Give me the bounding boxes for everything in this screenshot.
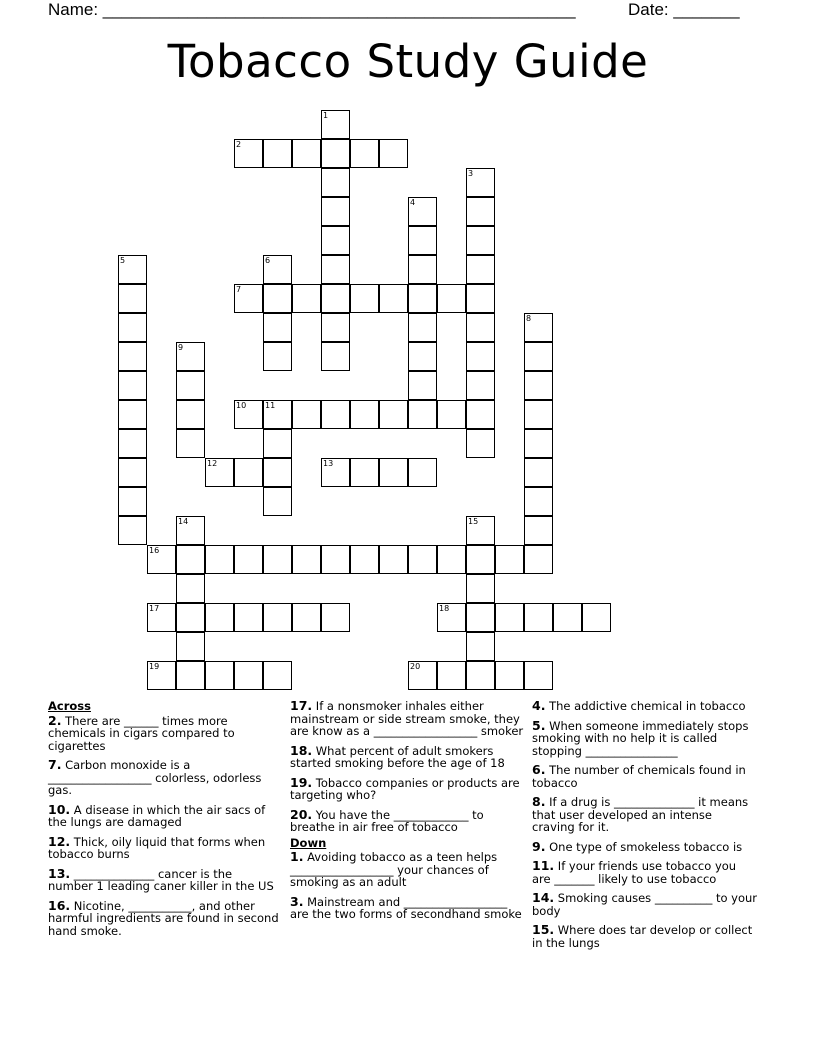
clue-text: Thick, oily liquid that forms when tobacco burns bbox=[48, 834, 266, 861]
grid-cell[interactable] bbox=[524, 458, 553, 487]
grid-cell[interactable] bbox=[466, 516, 495, 545]
grid-cell[interactable] bbox=[466, 226, 495, 255]
grid-cell[interactable] bbox=[379, 458, 408, 487]
grid-cell[interactable] bbox=[147, 661, 176, 690]
grid-cell[interactable] bbox=[176, 371, 205, 400]
grid-cell[interactable] bbox=[466, 168, 495, 197]
clue-text: What percent of adult smokers started smoking before the age of 18 bbox=[290, 743, 505, 770]
grid-cell[interactable] bbox=[379, 139, 408, 168]
grid-cell[interactable] bbox=[437, 603, 466, 632]
grid-cell[interactable] bbox=[524, 371, 553, 400]
clue-number-period: . bbox=[65, 897, 71, 913]
clue-number-period: . bbox=[65, 833, 71, 849]
clue-number-label: 6 bbox=[265, 256, 271, 265]
grid-cell[interactable] bbox=[495, 603, 524, 632]
grid-cell[interactable] bbox=[118, 400, 147, 429]
grid-cell[interactable] bbox=[408, 545, 437, 574]
clue-text: One type of smokeless tobacco is bbox=[545, 839, 743, 854]
clue-number-period: . bbox=[56, 757, 62, 772]
clue-text: Smoking causes __________ to your body bbox=[532, 891, 758, 918]
grid-cell[interactable] bbox=[524, 661, 553, 690]
grid-cell[interactable] bbox=[495, 661, 524, 690]
clue-number-period: . bbox=[298, 849, 304, 864]
clue-number-period: . bbox=[540, 698, 546, 713]
grid-cell[interactable] bbox=[118, 487, 147, 516]
grid-cell[interactable] bbox=[292, 603, 321, 632]
clue-item bbox=[48, 759, 280, 797]
clue-text: Carbon monoxide is a __________________ colorless, odorless gas. bbox=[48, 758, 262, 797]
grid-cell[interactable] bbox=[263, 429, 292, 458]
clue-number-label: 20 bbox=[410, 662, 421, 671]
clue-number: 5 bbox=[532, 717, 541, 733]
clue-item bbox=[532, 860, 758, 885]
clue-number: 12 bbox=[48, 833, 66, 849]
clue-item bbox=[290, 742, 526, 770]
grid-cell[interactable] bbox=[292, 400, 321, 429]
grid-cell[interactable] bbox=[524, 429, 553, 458]
clue-item bbox=[290, 893, 526, 921]
grid-cell[interactable] bbox=[118, 458, 147, 487]
grid-cell[interactable] bbox=[466, 371, 495, 400]
grid-cell[interactable] bbox=[321, 313, 350, 342]
clue-number-period: . bbox=[56, 712, 62, 728]
grid-cell[interactable] bbox=[234, 139, 263, 168]
clue-number: 17 bbox=[290, 698, 308, 713]
clue-item bbox=[290, 851, 526, 889]
clue-number-period: . bbox=[307, 806, 313, 822]
grid-cell[interactable] bbox=[176, 342, 205, 371]
across-heading: Across bbox=[48, 699, 91, 713]
clue-text: You have the _____________ to breathe in air free of tobacco bbox=[290, 807, 484, 834]
clue-item bbox=[532, 764, 758, 789]
clue-number: 19 bbox=[290, 774, 308, 790]
clue-text: There are ______ times more chemicals in cigars compared to cigarettes bbox=[48, 713, 235, 753]
grid-cell[interactable] bbox=[176, 661, 205, 690]
grid-cell[interactable] bbox=[466, 632, 495, 661]
grid-cell[interactable] bbox=[350, 400, 379, 429]
grid-cell[interactable] bbox=[408, 400, 437, 429]
grid-cell[interactable] bbox=[524, 516, 553, 545]
grid-cell[interactable] bbox=[176, 516, 205, 545]
grid-cell[interactable] bbox=[350, 458, 379, 487]
grid-cell[interactable] bbox=[321, 545, 350, 574]
clue-text: A disease in which the air sacs of the lungs are damaged bbox=[48, 802, 266, 829]
date-field[interactable]: Date: _______ bbox=[628, 0, 740, 19]
grid-cell[interactable] bbox=[582, 603, 611, 632]
clue-number: 2 bbox=[48, 712, 57, 728]
clue-number-label: 5 bbox=[120, 256, 126, 265]
clue-number: 16 bbox=[48, 897, 66, 913]
grid-cell[interactable] bbox=[437, 400, 466, 429]
grid-cell[interactable] bbox=[408, 255, 437, 284]
clue-number-label: 3 bbox=[468, 169, 474, 178]
grid-cell[interactable] bbox=[321, 139, 350, 168]
grid-cell[interactable] bbox=[234, 603, 263, 632]
clues-column-3 bbox=[532, 700, 758, 956]
clue-text: Where does tar develop or collect in the lungs bbox=[532, 923, 753, 950]
grid-cell[interactable] bbox=[553, 603, 582, 632]
grid-cell[interactable] bbox=[408, 342, 437, 371]
grid-cell[interactable] bbox=[118, 371, 147, 400]
grid-cell[interactable] bbox=[466, 429, 495, 458]
grid-cell[interactable] bbox=[205, 603, 234, 632]
grid-cell[interactable] bbox=[205, 661, 234, 690]
clue-number-label: 2 bbox=[236, 140, 242, 149]
grid-cell[interactable] bbox=[321, 226, 350, 255]
clue-number: 14 bbox=[532, 890, 550, 905]
grid-cell[interactable] bbox=[524, 545, 553, 574]
grid-cell[interactable] bbox=[379, 400, 408, 429]
clue-number-period: . bbox=[540, 794, 546, 809]
grid-cell[interactable] bbox=[466, 545, 495, 574]
grid-cell[interactable] bbox=[350, 139, 379, 168]
grid-cell[interactable] bbox=[379, 545, 408, 574]
clue-text: ______________ cancer is the number 1 leading caner killer in the US bbox=[48, 866, 274, 893]
grid-cell[interactable] bbox=[321, 342, 350, 371]
grid-cell[interactable] bbox=[118, 255, 147, 284]
grid-cell[interactable] bbox=[408, 371, 437, 400]
clue-number-period: . bbox=[549, 858, 555, 873]
grid-cell[interactable] bbox=[466, 313, 495, 342]
clue-item bbox=[48, 712, 280, 753]
grid-cell[interactable] bbox=[321, 110, 350, 139]
page-title: Tobacco Study Guide bbox=[167, 35, 649, 88]
clue-number-period: . bbox=[540, 717, 546, 733]
clue-number-label: 7 bbox=[236, 285, 242, 294]
grid-cell[interactable] bbox=[263, 458, 292, 487]
clue-item bbox=[532, 892, 758, 917]
grid-cell[interactable] bbox=[321, 255, 350, 284]
grid-cell[interactable] bbox=[263, 661, 292, 690]
grid-cell[interactable] bbox=[263, 284, 292, 313]
grid-cell[interactable] bbox=[437, 284, 466, 313]
grid-cell[interactable] bbox=[408, 197, 437, 226]
grid-cell[interactable] bbox=[350, 284, 379, 313]
clue-text: Nicotine, ___________, and other harmful ingredients are found in second hand smoke. bbox=[48, 898, 279, 938]
clue-text: The addictive chemical in tobacco bbox=[545, 699, 746, 713]
grid-cell[interactable] bbox=[466, 342, 495, 371]
clue-number-period: . bbox=[65, 801, 71, 817]
clue-text: Tobacco companies or products are targeting who? bbox=[290, 775, 520, 802]
clue-number-period: . bbox=[65, 865, 71, 881]
grid-cell[interactable] bbox=[176, 574, 205, 603]
grid-cell[interactable] bbox=[408, 313, 437, 342]
grid-cell[interactable] bbox=[321, 168, 350, 197]
grid-cell[interactable] bbox=[524, 313, 553, 342]
grid-cell[interactable] bbox=[118, 313, 147, 342]
grid-cell[interactable] bbox=[524, 603, 553, 632]
clue-number-period: . bbox=[307, 698, 313, 713]
clue-number: 18 bbox=[290, 742, 308, 758]
grid-cell[interactable] bbox=[292, 139, 321, 168]
grid-cell[interactable] bbox=[263, 545, 292, 574]
name-field[interactable]: Name: __________________________________________________ bbox=[48, 0, 576, 19]
grid-cell[interactable] bbox=[408, 284, 437, 313]
grid-cell[interactable] bbox=[176, 429, 205, 458]
grid-cell[interactable] bbox=[408, 458, 437, 487]
clue-item bbox=[532, 838, 758, 854]
clue-number-label: 19 bbox=[149, 662, 160, 671]
clue-number: 3 bbox=[290, 893, 299, 909]
clue-number-period: . bbox=[540, 762, 546, 777]
grid-cell[interactable] bbox=[234, 545, 263, 574]
grid-cell[interactable] bbox=[408, 661, 437, 690]
clue-number: 11 bbox=[532, 858, 550, 873]
grid-cell[interactable] bbox=[321, 197, 350, 226]
clue-number-label: 11 bbox=[265, 401, 276, 410]
grid-cell[interactable] bbox=[321, 603, 350, 632]
grid-cell[interactable] bbox=[466, 197, 495, 226]
grid-cell[interactable] bbox=[234, 400, 263, 429]
clue-number: 9 bbox=[532, 838, 541, 854]
clue-item bbox=[532, 700, 758, 713]
grid-cell[interactable] bbox=[118, 429, 147, 458]
clue-item bbox=[290, 806, 526, 834]
grid-cell[interactable] bbox=[234, 458, 263, 487]
clue-number: 8 bbox=[532, 794, 541, 809]
grid-cell[interactable] bbox=[524, 342, 553, 371]
grid-cell[interactable] bbox=[292, 545, 321, 574]
grid-cell[interactable] bbox=[263, 255, 292, 284]
clue-text: When someone immediately stops smoking with no help it is called stopping ________________ bbox=[532, 718, 749, 758]
clue-text: Mainstream and __________________ are the two forms of secondhand smoke bbox=[290, 894, 522, 921]
grid-cell[interactable] bbox=[437, 545, 466, 574]
clue-number: 1 bbox=[290, 849, 299, 864]
grid-cell[interactable] bbox=[321, 458, 350, 487]
grid-cell[interactable] bbox=[118, 342, 147, 371]
grid-cell[interactable] bbox=[118, 516, 147, 545]
grid-cell[interactable] bbox=[118, 284, 147, 313]
clue-number: 20 bbox=[290, 806, 308, 822]
clue-number: 4 bbox=[532, 698, 541, 713]
grid-cell[interactable] bbox=[466, 400, 495, 429]
clue-item bbox=[48, 801, 280, 829]
grid-cell[interactable] bbox=[437, 661, 466, 690]
grid-cell[interactable] bbox=[321, 284, 350, 313]
clue-number: 15 bbox=[532, 922, 550, 937]
clues-column-1 bbox=[48, 700, 280, 944]
grid-cell[interactable] bbox=[466, 661, 495, 690]
clue-item bbox=[48, 833, 280, 861]
grid-cell[interactable] bbox=[263, 487, 292, 516]
clue-item bbox=[290, 774, 526, 802]
clue-number-label: 1 bbox=[323, 111, 329, 120]
grid-cell[interactable] bbox=[205, 458, 234, 487]
clue-number-label: 18 bbox=[439, 604, 450, 613]
grid-cell[interactable] bbox=[176, 400, 205, 429]
clue-number-period: . bbox=[540, 838, 546, 854]
grid-cell[interactable] bbox=[466, 603, 495, 632]
grid-cell[interactable] bbox=[292, 284, 321, 313]
grid-cell[interactable] bbox=[263, 400, 292, 429]
clue-text: If your friends use tobacco you are _______ likely to use tobacco bbox=[532, 859, 737, 886]
clue-number-label: 9 bbox=[178, 343, 184, 352]
clue-number-period: . bbox=[549, 922, 555, 937]
grid-cell[interactable] bbox=[495, 545, 524, 574]
clue-item bbox=[532, 717, 758, 758]
clue-item bbox=[532, 796, 758, 834]
clue-number-period: . bbox=[549, 890, 555, 905]
clue-number-label: 14 bbox=[178, 517, 189, 526]
clue-item bbox=[290, 700, 526, 738]
grid-cell[interactable] bbox=[350, 545, 379, 574]
grid-cell[interactable] bbox=[408, 226, 437, 255]
grid-cell[interactable] bbox=[205, 545, 234, 574]
clue-number: 10 bbox=[48, 801, 66, 817]
clue-item bbox=[532, 924, 758, 949]
clue-number-label: 4 bbox=[410, 198, 416, 207]
grid-cell[interactable] bbox=[234, 284, 263, 313]
grid-cell[interactable] bbox=[147, 603, 176, 632]
down-heading: Down bbox=[290, 835, 327, 850]
grid-cell[interactable] bbox=[234, 661, 263, 690]
clue-text: The number of chemicals found in tobacco bbox=[532, 763, 746, 790]
grid-cell[interactable] bbox=[524, 487, 553, 516]
clue-number-label: 13 bbox=[323, 459, 334, 468]
grid-cell[interactable] bbox=[263, 139, 292, 168]
grid-cell[interactable] bbox=[466, 284, 495, 313]
grid-cell[interactable] bbox=[524, 400, 553, 429]
clue-number-label: 17 bbox=[149, 604, 160, 613]
grid-cell[interactable] bbox=[147, 545, 176, 574]
grid-cell[interactable] bbox=[263, 313, 292, 342]
grid-cell[interactable] bbox=[263, 342, 292, 371]
clue-number-period: . bbox=[307, 742, 313, 758]
clue-text: If a nonsmoker inhales either mainstream or side stream smoke, they are know as a __________________ smoker bbox=[290, 699, 524, 738]
grid-cell[interactable] bbox=[176, 632, 205, 661]
clue-number-label: 8 bbox=[526, 314, 532, 323]
clue-number-label: 15 bbox=[468, 517, 479, 526]
clue-number: 7 bbox=[48, 757, 57, 772]
clues-column-2 bbox=[290, 700, 526, 928]
clue-item bbox=[48, 865, 280, 893]
clue-text: Avoiding tobacco as a teen helps __________________ your chances of smoking as an adult bbox=[290, 850, 498, 889]
clue-number-period: . bbox=[298, 893, 304, 909]
grid-cell[interactable] bbox=[466, 255, 495, 284]
clue-text: If a drug is ______________ it means that user developed an intense craving for it. bbox=[532, 795, 749, 834]
grid-cell[interactable] bbox=[263, 603, 292, 632]
clue-number-label: 12 bbox=[207, 459, 218, 468]
grid-cell[interactable] bbox=[321, 400, 350, 429]
clue-number-label: 10 bbox=[236, 401, 247, 410]
grid-cell[interactable] bbox=[466, 574, 495, 603]
clue-number-period: . bbox=[307, 774, 313, 790]
clue-number-label: 16 bbox=[149, 546, 160, 555]
grid-cell[interactable] bbox=[176, 603, 205, 632]
clue-number: 13 bbox=[48, 865, 66, 881]
clue-number: 6 bbox=[532, 762, 541, 777]
grid-cell[interactable] bbox=[176, 545, 205, 574]
grid-cell[interactable] bbox=[379, 284, 408, 313]
clue-item bbox=[48, 897, 280, 938]
